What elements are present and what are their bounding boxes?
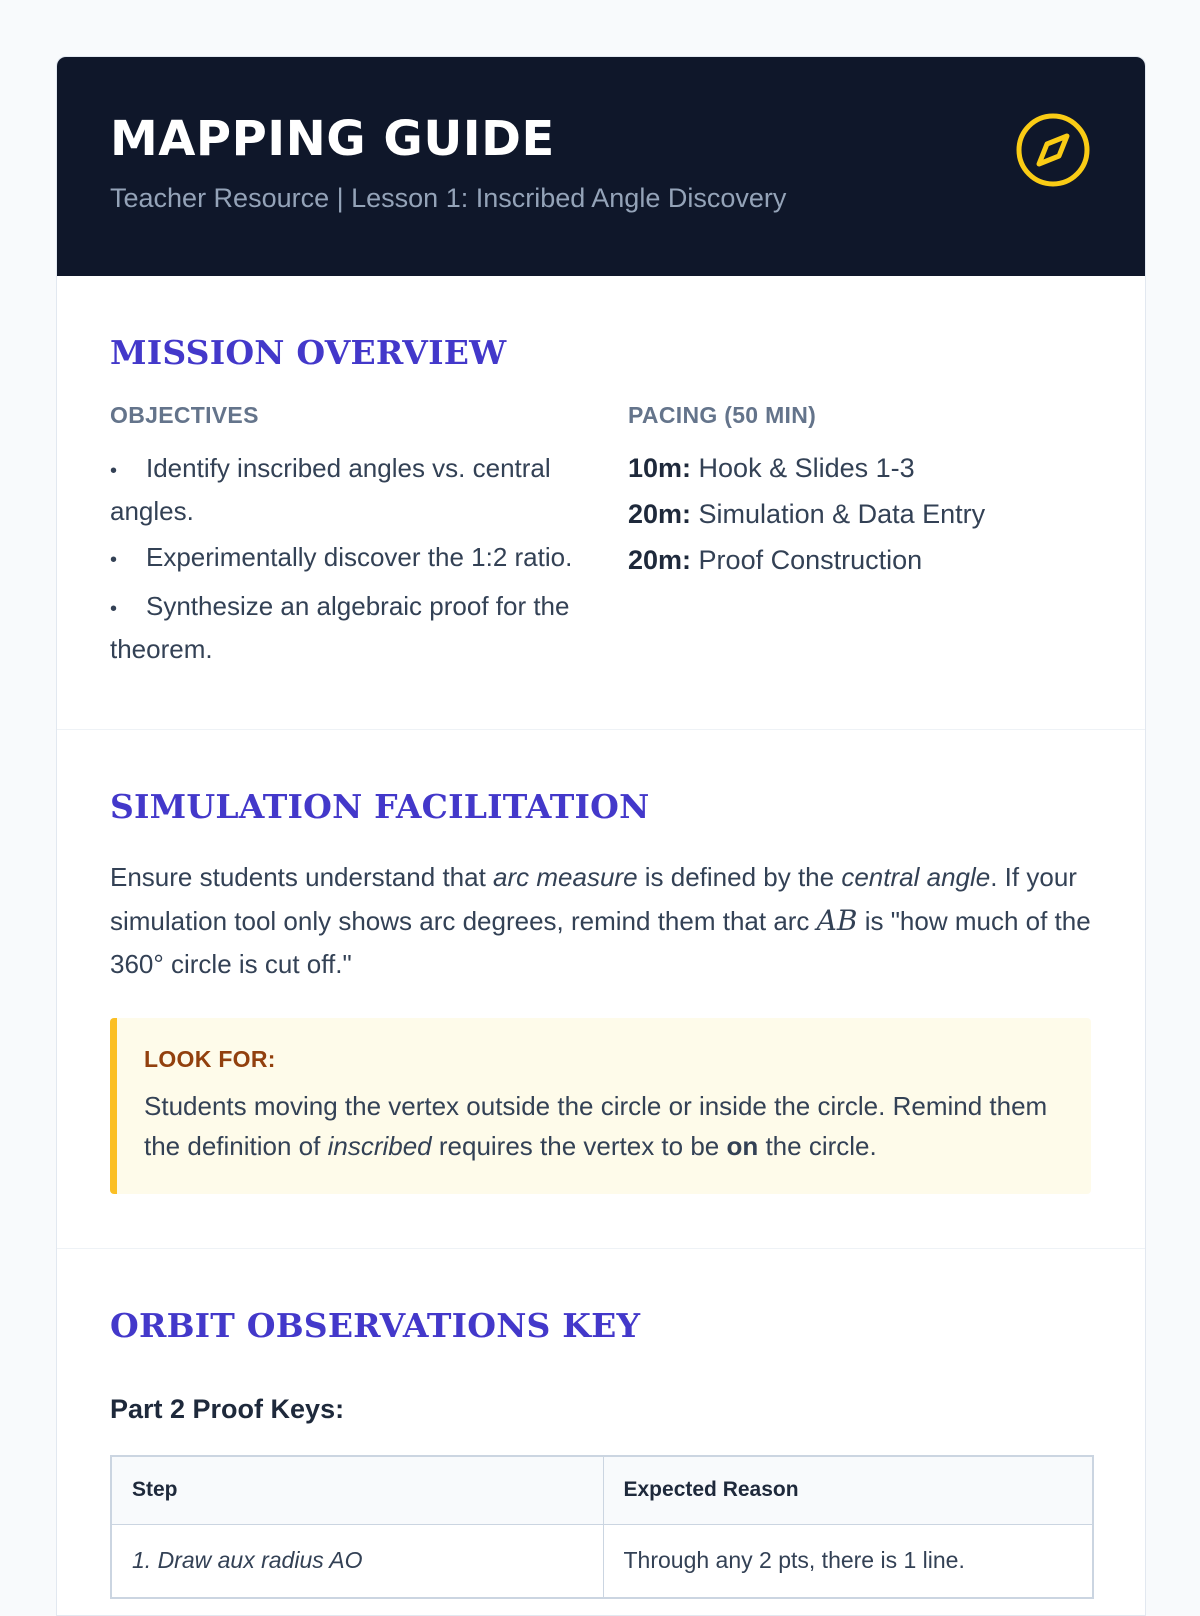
pacing-time: 20m: [628,499,692,529]
pacing-item [628,494,1091,534]
section-title: MISSION OVERVIEW [110,333,507,372]
pacing-activity: Simulation & Data Entry [698,499,986,529]
look-for-text [144,1086,1061,1166]
text-run: is defined by the [637,862,842,892]
text-run: is "how much of the 360° circle is cut off." [110,906,1091,979]
pacing-item [628,448,1091,488]
emphasis-central-angle: central angle [841,862,991,892]
proof-keys-heading: Part 2 Proof Keys: [110,1394,345,1424]
text-run: Ensure students understand that [110,862,494,892]
header [57,57,1145,276]
pacing-activity: Hook & Slides 1-3 [698,453,915,483]
pacing-activity: Proof Construction [698,545,923,575]
facilitation-paragraph [110,856,1091,986]
orbit-observations-section [57,1249,1145,1616]
objective-text: Experimentally discover the 1:2 ratio. [146,542,573,572]
pacing-column [628,400,1091,675]
section-title: ORBIT OBSERVATIONS KEY [110,1306,641,1345]
page-title: MAPPING GUIDE [110,111,555,167]
look-for-label: LOOK FOR: [144,1046,276,1072]
simulation-facilitation-section [57,730,1145,1249]
bullet-icon: • [110,460,118,482]
column-header-reason: Expected Reason [603,1456,1093,1524]
bullet-icon: • [110,549,118,571]
text-run: requires the vertex to be [431,1131,727,1161]
look-for-callout [110,1018,1091,1194]
step-cell: 1. Draw aux radius AO [111,1524,603,1598]
objectives-label: OBJECTIVES [110,402,259,428]
mission-overview-section [57,276,1145,730]
mapping-guide-card [56,56,1146,1616]
objectives-list [110,448,628,669]
pacing-time: 20m: [628,545,692,575]
objective-text: Synthesize an algebraic proof for the theorem. [110,591,570,664]
pacing-item [628,540,1091,580]
list-item [110,448,628,531]
strong-on: on [726,1131,759,1161]
list-item [110,537,628,580]
compass-icon [1015,112,1091,188]
objective-text: Identify inscribed angles vs. central angles. [110,453,551,526]
table-header-row [111,1456,1093,1524]
bullet-icon: • [110,598,118,620]
reason-cell: Through any 2 pts, there is 1 line. [603,1524,1093,1598]
text-run: . If your simulation tool only shows arc degrees, remind them that arc [110,862,1077,936]
math-arc-ab: AB [816,904,858,937]
page-subtitle: Teacher Resource | Lesson 1: Inscribed Angle Discovery [110,183,787,213]
objectives-column [110,400,628,675]
text-run: the circle. [758,1131,877,1161]
emphasis-arc-measure: arc measure [493,862,638,892]
pacing-label: PACING (50 MIN) [628,402,817,428]
proof-keys-table [110,1455,1094,1599]
column-header-step: Step [111,1456,603,1524]
emphasis-inscribed: inscribed [327,1131,432,1161]
table-row [111,1524,1093,1598]
pacing-time: 10m: [628,453,692,483]
list-item [110,586,628,669]
section-title: SIMULATION FACILITATION [110,787,650,826]
text-run: Students moving the vertex outside the circle or inside the circle. Remind them the definition of [144,1091,1048,1161]
